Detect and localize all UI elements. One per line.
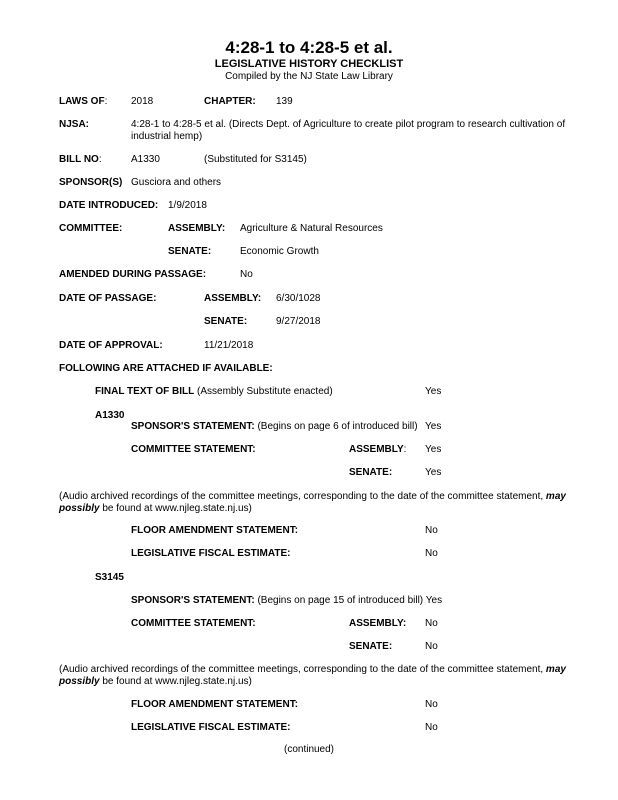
s3145-floor-label: FLOOR AMENDMENT STATEMENT: bbox=[131, 699, 299, 710]
a1330-audio-note: (Audio archived recordings of the committee meetings, corresponding to the date of the committee statement, may possibly be found at www.njleg.state.nj.us) bbox=[59, 491, 566, 514]
sponsors-label: SPONSOR(S) bbox=[59, 177, 123, 188]
a1330-committee-label: COMMITTEE STATEMENT: bbox=[131, 444, 256, 455]
approval-label: DATE OF APPROVAL: bbox=[59, 340, 163, 351]
njsa-label: NJSA: bbox=[59, 119, 90, 130]
s3145-floor-value: No bbox=[425, 699, 438, 710]
continued-note: (continued) bbox=[283, 744, 335, 755]
s3145-senate-value: No bbox=[425, 641, 438, 652]
page-title: 4:28-1 to 4:28-5 et al. bbox=[225, 38, 393, 57]
attached-heading: FOLLOWING ARE ATTACHED IF AVAILABLE: bbox=[59, 363, 273, 374]
chapter-value: 139 bbox=[276, 96, 293, 107]
compiled-by: Compiled by the NJ State Law Library bbox=[225, 71, 393, 82]
a1330-assembly-label: ASSEMBLY: bbox=[349, 444, 407, 455]
bill-no-value: A1330 bbox=[131, 154, 160, 165]
final-text-value: Yes bbox=[425, 386, 442, 397]
a1330-senate-label: SENATE: bbox=[349, 467, 393, 478]
committee-assembly-value: Agriculture & Natural Resources bbox=[240, 223, 383, 234]
chapter-label: CHAPTER: bbox=[204, 96, 256, 107]
amended-value: No bbox=[240, 269, 253, 280]
laws-of-value: 2018 bbox=[131, 96, 154, 107]
date-introduced-value: 1/9/2018 bbox=[168, 200, 207, 211]
passage-assembly-label: ASSEMBLY: bbox=[204, 293, 262, 304]
a1330-sponsor-statement: SPONSOR'S STATEMENT: (Begins on page 6 of introduced bill) bbox=[131, 421, 418, 432]
a1330-senate-value: Yes bbox=[425, 467, 442, 478]
page-subtitle: LEGISLATIVE HISTORY CHECKLIST bbox=[214, 58, 404, 70]
sponsors-value: Gusciora and others bbox=[131, 177, 222, 188]
s3145-assembly-value: No bbox=[425, 618, 438, 629]
s3145-committee-label: COMMITTEE STATEMENT: bbox=[131, 618, 256, 629]
bill-no-note: (Substituted for S3145) bbox=[204, 154, 307, 165]
laws-of-label: LAWS OF: bbox=[59, 96, 108, 107]
approval-value: 11/21/2018 bbox=[204, 340, 254, 351]
s3145-heading: S3145 bbox=[95, 572, 124, 583]
passage-senate-value: 9/27/2018 bbox=[276, 316, 321, 327]
a1330-fiscal-label: LEGISLATIVE FISCAL ESTIMATE: bbox=[131, 548, 291, 559]
bill-no-label: BILL NO: bbox=[59, 154, 102, 165]
committee-senate-value: Economic Growth bbox=[240, 246, 319, 257]
final-text-row: FINAL TEXT OF BILL (Assembly Substitute enacted) bbox=[95, 386, 333, 397]
committee-senate-label: SENATE: bbox=[168, 246, 212, 257]
a1330-heading: A1330 bbox=[95, 410, 125, 421]
s3145-assembly-label: ASSEMBLY: bbox=[349, 618, 407, 629]
passage-senate-label: SENATE: bbox=[204, 316, 248, 327]
s3145-fiscal-label: LEGISLATIVE FISCAL ESTIMATE: bbox=[131, 722, 291, 733]
passage-assembly-value: 6/30/1028 bbox=[276, 293, 321, 304]
amended-label: AMENDED DURING PASSAGE: bbox=[59, 269, 207, 280]
a1330-assembly-value: Yes bbox=[425, 444, 442, 455]
date-introduced-label: DATE INTRODUCED: bbox=[59, 200, 159, 211]
a1330-floor-value: No bbox=[425, 525, 438, 536]
a1330-floor-label: FLOOR AMENDMENT STATEMENT: bbox=[131, 525, 299, 536]
a1330-sponsor-value: Yes bbox=[425, 421, 442, 432]
committee-label: COMMITTEE: bbox=[59, 223, 123, 234]
committee-assembly-label: ASSEMBLY: bbox=[168, 223, 226, 234]
njsa-value: 4:28-1 to 4:28-5 et al. (Directs Dept. of Agriculture to create pilot program to research cultivation of industrial hemp) bbox=[131, 119, 566, 142]
s3145-senate-label: SENATE: bbox=[349, 641, 393, 652]
s3145-sponsor-statement: SPONSOR'S STATEMENT: (Begins on page 15 of introduced bill) Yes bbox=[131, 595, 443, 606]
s3145-fiscal-value: No bbox=[425, 722, 438, 733]
passage-label: DATE OF PASSAGE: bbox=[59, 293, 157, 304]
a1330-fiscal-value: No bbox=[425, 548, 438, 559]
s3145-audio-note: (Audio archived recordings of the committee meetings, corresponding to the date of the committee statement, may possibly be found at www.njleg.state.nj.us) bbox=[59, 664, 566, 687]
